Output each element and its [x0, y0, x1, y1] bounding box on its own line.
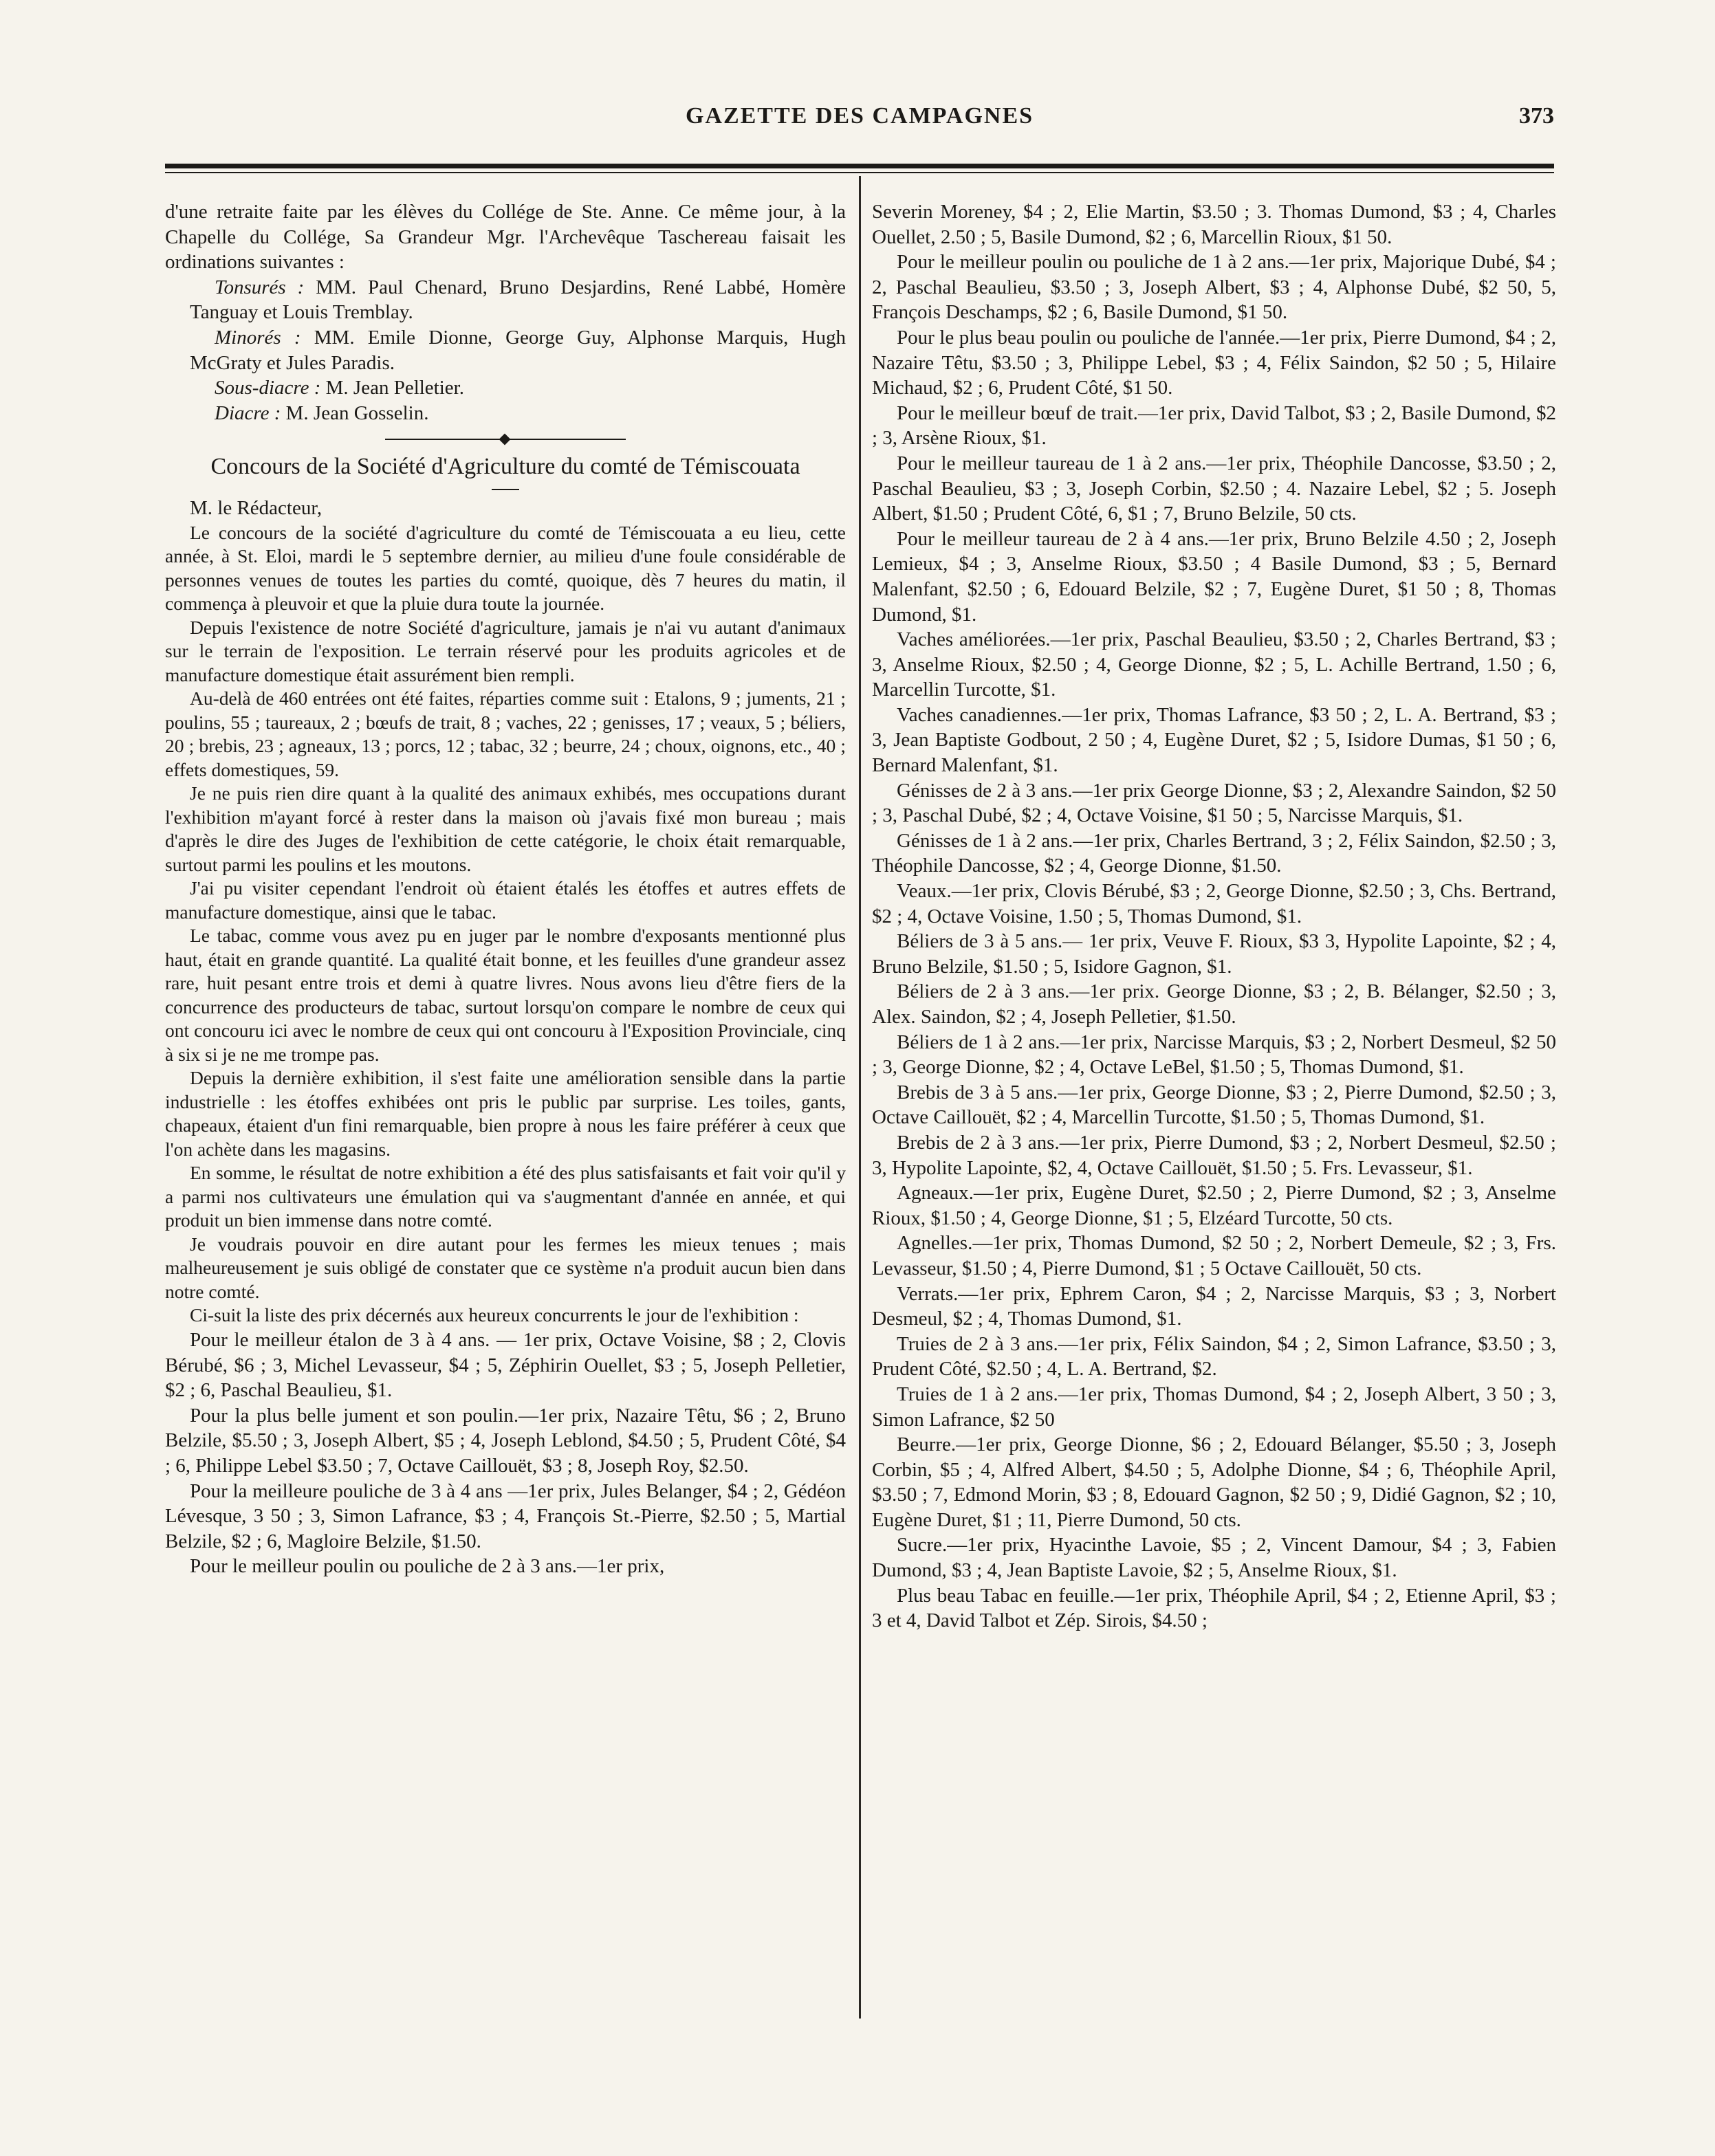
- divider-ornament: [499, 434, 511, 446]
- intro-paragraph: d'une retraite faite par les élèves du Collége de Ste. Anne. Ce même jour, à la Chapelle du Collége, Sa Grandeur Mgr. l'Archevêque Taschereau faisait les ordinations suivantes :: [165, 201, 846, 274]
- prize-entry: Pour le meilleur étalon de 3 à 4 ans. — 1er prix, Octave Voisine, $8 ; 2, Clovis Bérubé, $6 ; 3, Michel Levasseur, $4 ; 5, Zéphirin Ouellet, $3 ; 5, Joseph Pelletier, $2 ; 6, Paschal Beaulieu, $1.: [165, 1328, 846, 1402]
- prize-entry: Agnelles.—1er prix, Thomas Dumond, $2 50 ; 2, Norbert Demeule, $2 ; 3, Frs. Levasseur, $1.50 ; 4, Pierre Dumond, $1 ; 5 Octave Caillouët, 50 cts.: [872, 1232, 1556, 1279]
- prize-entry: Severin Moreney, $4 ; 2, Elie Martin, $3.50 ; 3. Thomas Dumond, $3 ; 4, Charles Ouellet, 2.50 ; 5, Basile Dumond, $2 ; 6, Marcellin Rioux, $1 50.: [872, 201, 1556, 248]
- letter-paragraph: Depuis la dernière exhibition, il s'est faite une amélioration sensible dans la partie industrielle : les étoffes exhibées ont pris le public par surprise. Les toiles, gants, chapeaux, étaient d'un fini remarquable, bien propre à nous les faire préférer à ceux que l'on achète dans les magasins.: [165, 1067, 846, 1160]
- ordination-role: Diacre :: [215, 402, 281, 424]
- ordination-item: [165, 275, 846, 325]
- page-header: [165, 103, 1554, 144]
- ordination-role: Minorés :: [215, 326, 301, 349]
- ordination-names: M. Jean Pelletier.: [325, 377, 464, 399]
- ordination-list: [165, 275, 846, 426]
- prize-entry: Veaux.—1er prix, Clovis Bérubé, $3 ; 2, George Dionne, $2.50 ; 3, Chs. Bertrand, $2 ; 4, Octave Voisine, 1.50 ; 5, Thomas Dumond, $1.: [872, 880, 1556, 927]
- prize-entry: Génisses de 2 à 3 ans.—1er prix George Dionne, $3 ; 2, Alexandre Saindon, $2 50 ; 3, Paschal Dubé, $2 ; 4, Octave Voisine, $1 50 ; 5, Narcisse Marquis, $1.: [872, 779, 1556, 827]
- left-column: [165, 199, 846, 1579]
- prize-entry: Brebis de 2 à 3 ans.—1er prix, Pierre Dumond, $3 ; 2, Norbert Desmeul, $2.50 ; 3, Hypolite Lapointe, $2, 4, Octave Caillouët, $1.50 ; 5. Frs. Levasseur, $1.: [872, 1131, 1556, 1179]
- letter-paragraph: Le concours de la société d'agriculture du comté de Témiscouata a eu lieu, cette année, à St. Eloi, mardi le 5 septembre dernier, au milieu d'une foule considérable de personnes venues de toutes les parties du comté, quoique, dès 7 heures du matin, il commença à pleuvoir et que la pluie dura toute la journée.: [165, 521, 846, 615]
- prize-entry: Béliers de 1 à 2 ans.—1er prix, Narcisse Marquis, $3 ; 2, Norbert Desmeul, $2 50 ; 3, George Dionne, $2 ; 4, Octave LeBel, $1.50 ; 5, Thomas Dumond, $1.: [872, 1031, 1556, 1079]
- ordination-names: M. Jean Gosselin.: [285, 402, 429, 424]
- page-number: 373: [1519, 103, 1554, 129]
- letter-paragraph: Ci-suit la liste des prix décernés aux heureux concurrents le jour de l'exhibition :: [190, 1304, 799, 1326]
- prize-entry: Plus beau Tabac en feuille.—1er prix, Théophile April, $4 ; 2, Etienne April, $3 ; 3 et 4, David Talbot et Zép. Sirois, $4.50 ;: [872, 1584, 1556, 1632]
- prize-entry: Truies de 1 à 2 ans.—1er prix, Thomas Dumond, $4 ; 2, Joseph Albert, 3 50 ; 3, Simon Lafrance, $2 50: [872, 1383, 1556, 1431]
- letter-paragraph: Je ne puis rien dire quant à la qualité des animaux exhibés, mes occupations durant l'exhibition m'ayant forcé à rester dans la maison où j'avais fixé mon bureau ; mais d'après le dire des Juges de l'exhibition de cette catégorie, le choix était remarquable, surtout parmi les poulins et les moutons.: [165, 782, 846, 875]
- header-rule-thick: [165, 164, 1554, 168]
- prize-entry: Béliers de 3 à 5 ans.— 1er prix, Veuve F. Rioux, $3 3, Hypolite Lapointe, $2 ; 4, Bruno Belzile, $1.50 ; 5, Isidore Gagnon, $1.: [872, 930, 1556, 978]
- prize-entry: Agneaux.—1er prix, Eugène Duret, $2.50 ; 2, Pierre Dumond, $2 ; 3, Anselme Rioux, $1.50 ; 4, George Dionne, $1 ; 5, Elzéard Turcotte, 50 cts.: [872, 1182, 1556, 1229]
- prize-entry: Génisses de 1 à 2 ans.—1er prix, Charles Bertrand, 3 ; 2, Félix Saindon, $2.50 ; 3, Théophile Dancosse, $2 ; 4, George Dionne, $1.50.: [872, 829, 1556, 877]
- letter-paragraph: Je voudrais pouvoir en dire autant pour les fermes les mieux tenues ; mais malheureusement je suis obligé de constater que ce système n'a produit aucun bien dans notre comté.: [165, 1233, 846, 1302]
- prize-entry: Pour la meilleure pouliche de 3 à 4 ans —1er prix, Jules Belanger, $4 ; 2, Gédéon Lévesque, 3 50 ; 3, Simon Lafrance, $3 ; 4, François St.-Pierre, $2.50 ; 5, Martial Belzile, $2 ; 6, Magloire Belzile, $1.50.: [165, 1480, 846, 1552]
- prize-entry: Béliers de 2 à 3 ans.—1er prix. George Dionne, $3 ; 2, B. Bélanger, $2.50 ; 3, Alex. Saindon, $2 ; 4, Joseph Pelletier, $1.50.: [872, 980, 1556, 1028]
- title-underline: [492, 489, 519, 490]
- ordination-item: [165, 325, 846, 375]
- ordination-item: [165, 401, 846, 426]
- ordination-names: MM. Paul Chenard, Bruno Desjardins, René Labbé, Homère Tanguay et Louis Tremblay.: [190, 276, 846, 324]
- prize-entry: Pour le plus beau poulin ou pouliche de l'année.—1er prix, Pierre Dumond, $4 ; 2, Nazaire Têtu, $3.50 ; 3, Philippe Lebel, $3 ; 4, Félix Saindon, $2 50 ; 5, Hilaire Michaud, $2 ; 6, Prudent Côté, $1 50.: [872, 326, 1556, 399]
- prize-entry: Verrats.—1er prix, Ephrem Caron, $4 ; 2, Narcisse Marquis, $3 ; 3, Norbert Desmeul, $2 ; 4, Thomas Dumond, $1.: [872, 1282, 1556, 1330]
- prize-entry: Brebis de 3 à 5 ans.—1er prix, George Dionne, $3 ; 2, Pierre Dumond, $2.50 ; 3, Octave Caillouët, $2 ; 4, Marcellin Turcotte, $1.50 ; 5, Thomas Dumond, $1.: [872, 1081, 1556, 1129]
- prize-entry: Beurre.—1er prix, George Dionne, $6 ; 2, Edouard Bélanger, $5.50 ; 3, Joseph Corbin, $5 ; 4, Alfred Albert, $4.50 ; 5, Adolphe Dionne, $4 ; 6, Théophile April, $3.50 ; 7, Edmond Morin, $3 ; 8, Edouard Gagnon, $2 50 ; 9, Didié Gagnon, $2 ; 10, Eugène Duret, $1 ; 11, Pierre Dumond, 50 cts.: [872, 1433, 1556, 1531]
- prize-entry: Pour le meilleur bœuf de trait.—1er prix, David Talbot, $3 ; 2, Basile Dumond, $2 ; 3, Arsène Rioux, $1.: [872, 402, 1556, 450]
- letter-body: [165, 521, 846, 1328]
- letter-paragraph: En somme, le résultat de notre exhibition a été des plus satisfaisants et fait voir qu'il y a parmi nos cultivateurs une émulation qui va s'augmentant d'année en année, et qui produit un bien immense dans notre comté.: [165, 1162, 846, 1231]
- ordination-item: [165, 375, 846, 401]
- prize-entry: Pour le meilleur taureau de 1 à 2 ans.—1er prix, Théophile Dancosse, $3.50 ; 2, Paschal Beaulieu, $3 ; 3, Joseph Corbin, $2.50 ; 4. Nazaire Lebel, $2 ; 5. Joseph Albert, $1.50 ; Prudent Côté, 6, $1 ; 7, Bruno Belzile, 50 cts.: [872, 452, 1556, 525]
- right-column: [872, 199, 1556, 1634]
- header-rule-thin: [165, 172, 1554, 173]
- running-title: GAZETTE DES CAMPAGNES: [685, 103, 1034, 129]
- prize-entry: Vaches canadiennes.—1er prix, Thomas Lafrance, $3 50 ; 2, L. A. Bertrand, $3 ; 3, Jean Baptiste Godbout, 2 50 ; 4, Eugène Duret, $2 ; 5, Isidore Dumas, $1 50 ; 6, Bernard Malenfant, $1.: [872, 703, 1556, 777]
- prize-entry: Truies de 2 à 3 ans.—1er prix, Félix Saindon, $4 ; 2, Simon Lafrance, $3.50 ; 3, Prudent Côté, $2.50 ; 4, L. A. Bertrand, $2.: [872, 1332, 1556, 1380]
- salutation: M. le Rédacteur,: [190, 497, 323, 520]
- prize-entry: Vaches améliorées.—1er prix, Paschal Beaulieu, $3.50 ; 2, Charles Bertrand, $3 ; 3, Anselme Rioux, $2.50 ; 4, George Dionne, $2 ; 5, L. Achille Bertrand, 1.50 ; 6, Marcellin Turcotte, $1.: [872, 628, 1556, 701]
- prize-entry: Pour le meilleur poulin ou pouliche de 1 à 2 ans.—1er prix, Majorique Dubé, $4 ; 2, Paschal Beaulieu, $3.50 ; 3, Joseph Albert, $3 ; 4, Alphonse Dubé, $2 50, 5, François Deschamps, $2 ; 6, Basile Dumond, $1 50.: [872, 251, 1556, 324]
- prize-entry: Pour la plus belle jument et son poulin.—1er prix, Nazaire Têtu, $6 ; 2, Bruno Belzile, $5.50 ; 3, Joseph Albert, $5 ; 4, Joseph Leblond, $4.50 ; 5, Prudent Côté, $4 ; 6, Philippe Lebel $3.50 ; 7, Octave Caillouët, $3 ; 8, Joseph Roy, $2.50.: [165, 1404, 846, 1477]
- prize-entry: Pour le meilleur taureau de 2 à 4 ans.—1er prix, Bruno Belzile 4.50 ; 2, Joseph Lemieux, $4 ; 3, Anselme Rioux, $3.50 ; 4 Basile Dumond, $3 ; 5, Bernard Malenfant, $2.50 ; 6, Edouard Belzile, $2 ; 7, Eugène Duret, $1 50 ; 8, Thomas Dumond, $1.: [872, 527, 1556, 626]
- prize-list: [165, 1328, 846, 1579]
- prize-entry: Pour le meilleur poulin ou pouliche de 2 à 3 ans.—1er prix,: [190, 1555, 665, 1578]
- letter-paragraph: J'ai pu visiter cependant l'endroit où étaient étalés les étoffes et autres effets de manufacture domestique, ainsi que le tabac.: [165, 877, 846, 923]
- ordination-names: MM. Emile Dionne, George Guy, Alphonse Marquis, Hugh McGraty et Jules Paradis.: [190, 326, 846, 374]
- article-title: Concours de la Société d'Agriculture du comté de Témiscouata: [210, 454, 800, 480]
- section-divider: [385, 434, 626, 445]
- ordination-role: Tonsurés :: [215, 276, 305, 298]
- prize-entry: Sucre.—1er prix, Hyacinthe Lavoie, $5 ; 2, Vincent Damour, $4 ; 3, Fabien Dumond, $3 ; 4, Jean Baptiste Lavoie, $2 ; 5, Anselme Rioux, $1.: [872, 1534, 1556, 1582]
- column-divider: [859, 176, 861, 2018]
- letter-paragraph: Depuis l'existence de notre Société d'agriculture, jamais je n'ai vu autant d'animaux sur le terrain de l'exposition. Le terrain réservé pour les produits agricoles et de manufacture domestique était assurément bien rempli.: [165, 616, 846, 685]
- letter-paragraph: Au-delà de 460 entrées ont été faites, réparties comme suit : Etalons, 9 ; juments, 21 ; poulins, 55 ; taureaux, 2 ; bœufs de trait, 8 ; vaches, 22 ; genisses, 17 ; veaux, 5 ; béliers, 20 ; brebis, 23 ; agneaux, 13 ; porcs, 12 ; tabac, 32 ; beurre, 24 ; choux, oignons, etc., 40 ; effets domestiques, 59.: [165, 688, 846, 780]
- letter-paragraph: Le tabac, comme vous avez pu en juger par le nombre d'exposants mentionné plus haut, était en grande quantité. La qualité était bonne, et les feuilles d'une grandeur assez rare, huit pesant entre trois et demi à quatre livres. Nous avons lieu d'être fiers de la concurrence des producteurs de tabac, surtout lorsqu'on compare le nombre de ceux qui ont concouru ici avec le nombre de ceux qui ont concouru à l'Exposition Provinciale, cinq à six si je ne me trompe pas.: [165, 925, 846, 1065]
- ordination-role: Sous-diacre :: [215, 377, 321, 399]
